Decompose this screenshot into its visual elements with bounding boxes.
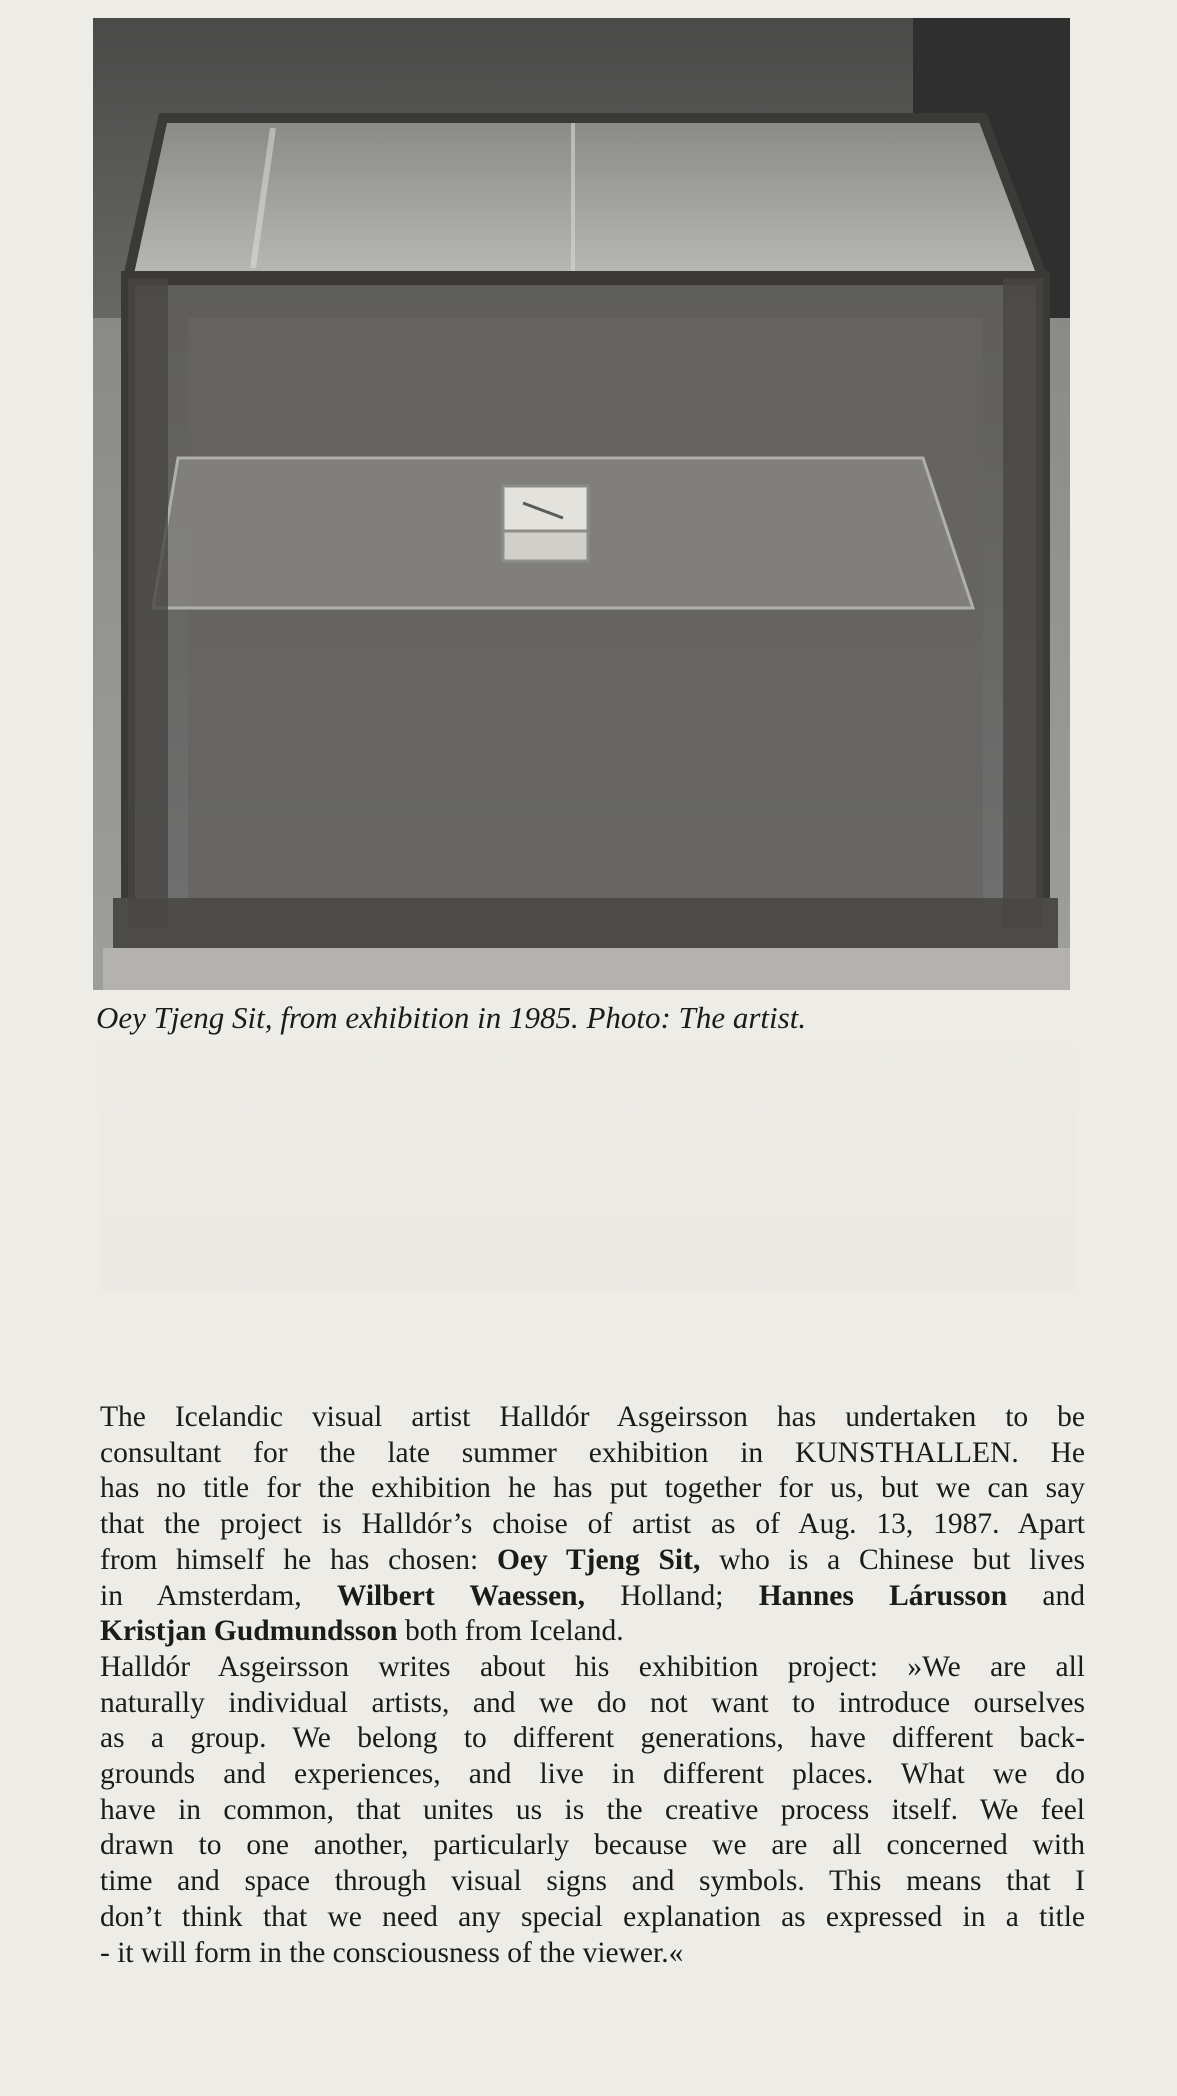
text-line xyxy=(100,1543,1085,1579)
text-line: time and space through visual signs and symbols. This means that I xyxy=(100,1865,1085,1898)
text-segment: and xyxy=(1007,1579,1086,1612)
blank-area xyxy=(100,1040,1075,1290)
text-segment: from himself he has chosen: xyxy=(100,1543,497,1576)
artist-name-kristjan-gudmundsson: Kristjan Gudmundsson xyxy=(100,1615,398,1648)
display-case-icon xyxy=(93,18,1070,990)
artist-name-oey-tjeng-sit: Oey Tjeng Sit, xyxy=(496,1543,701,1576)
text-segment: in Amsterdam, xyxy=(100,1579,337,1612)
artist-name-wilbert-waessen: Wilbert Waessen, xyxy=(336,1579,585,1612)
text-line: have in common, that unites us is the creative process itself. We feel xyxy=(100,1793,1085,1826)
paragraph-2 xyxy=(100,1650,1085,1971)
text-line: has no title for the exhibition he has put together for us, but we can say xyxy=(100,1472,1085,1505)
text-line: consultant for the late summer exhibition in KUNSTHALLEN. He xyxy=(100,1436,1085,1469)
display-case-photo xyxy=(93,18,1070,990)
text-line: - it will form in the consciousness of the viewer.« xyxy=(100,1936,684,1969)
text-line: naturally individual artists, and we do not want to introduce ourselves xyxy=(100,1686,1085,1719)
text-line: The Icelandic visual artist Halldór Asgeirsson has undertaken to be xyxy=(100,1401,1085,1433)
article-body xyxy=(100,1400,1085,1971)
photo-caption: Oey Tjeng Sit, from exhibition in 1985. Photo: The artist. xyxy=(96,1000,807,1035)
text-line: drawn to one another, particularly because we are all concerned with xyxy=(100,1829,1085,1862)
text-segment: Holland; xyxy=(584,1579,759,1612)
text-line: that the project is Halldór’s choise of artist as of Aug. 13, 1987. Apart xyxy=(100,1508,1085,1541)
text-segment: who is a Chinese but lives xyxy=(700,1543,1085,1576)
text-line xyxy=(100,1614,1085,1650)
paragraph-1 xyxy=(100,1400,1085,1650)
artist-name-hannes-larusson: Hannes Lárusson xyxy=(758,1579,1008,1612)
text-line: don’t think that we need any special explanation as expressed in a title xyxy=(100,1900,1085,1933)
text-line: Halldór Asgeirsson writes about his exhibition project: »We are all xyxy=(100,1650,1085,1683)
text-line xyxy=(100,1579,1085,1615)
text-line: grounds and experiences, and live in different places. What we do xyxy=(100,1758,1085,1791)
text-line: as a group. We belong to different generations, have different back- xyxy=(100,1722,1085,1755)
text-segment: both from Iceland. xyxy=(397,1615,624,1648)
